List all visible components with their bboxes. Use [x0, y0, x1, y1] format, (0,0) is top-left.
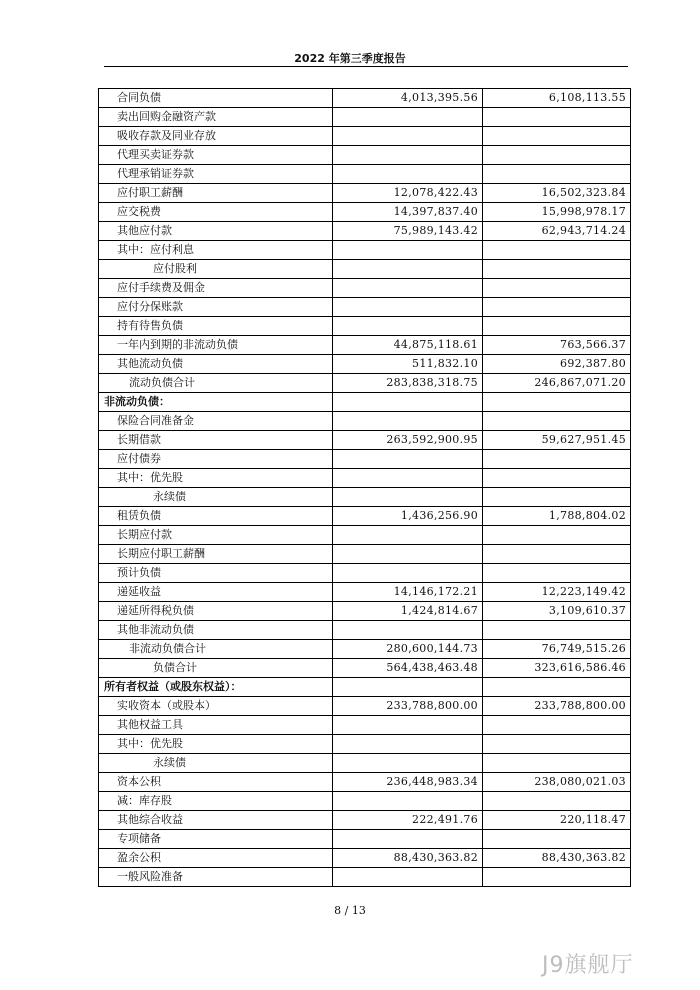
- current-period-value: [333, 165, 483, 184]
- item-label: 流动负债合计: [99, 374, 333, 393]
- prior-period-value: [483, 678, 631, 697]
- current-period-value: [333, 317, 483, 336]
- prior-period-value: 76,749,515.26: [483, 640, 631, 659]
- report-title: 2022 年第三季度报告: [294, 52, 406, 65]
- item-label: 应付职工薪酬: [99, 184, 333, 203]
- section-header-row: [99, 393, 631, 412]
- prior-period-value: 220,118.47: [483, 811, 631, 830]
- item-label: 持有待售负债: [99, 317, 333, 336]
- page-number: 8 / 13: [334, 904, 366, 917]
- prior-period-value: [483, 241, 631, 260]
- table-row: [99, 811, 631, 830]
- table-row: [99, 621, 631, 640]
- current-period-value: 511,832.10: [333, 355, 483, 374]
- table-row: [99, 545, 631, 564]
- table-row: [99, 773, 631, 792]
- prior-period-value: [483, 450, 631, 469]
- prior-period-value: [483, 868, 631, 887]
- item-label: 其中：优先股: [99, 469, 333, 488]
- current-period-value: [333, 412, 483, 431]
- table-row: [99, 165, 631, 184]
- prior-period-value: 88,430,363.82: [483, 849, 631, 868]
- table-row: [99, 735, 631, 754]
- item-label: 代理买卖证券款: [99, 146, 333, 165]
- table-row: [99, 792, 631, 811]
- prior-period-value: [483, 792, 631, 811]
- prior-period-value: [483, 108, 631, 127]
- table-row: [99, 89, 631, 108]
- item-label: 租赁负债: [99, 507, 333, 526]
- prior-period-value: [483, 564, 631, 583]
- table-row: [99, 374, 631, 393]
- current-period-value: 263,592,900.95: [333, 431, 483, 450]
- current-period-value: 88,430,363.82: [333, 849, 483, 868]
- table-row: [99, 184, 631, 203]
- current-period-value: 233,788,800.00: [333, 697, 483, 716]
- balance-sheet-table: [98, 88, 631, 887]
- prior-period-value: 59,627,951.45: [483, 431, 631, 450]
- item-label: 应付债券: [99, 450, 333, 469]
- prior-period-value: [483, 317, 631, 336]
- table-row: [99, 564, 631, 583]
- table-row: [99, 697, 631, 716]
- item-label: 非流动负债合计: [99, 640, 333, 659]
- prior-period-value: 246,867,071.20: [483, 374, 631, 393]
- table-row: [99, 146, 631, 165]
- table-row: [99, 108, 631, 127]
- current-period-value: [333, 792, 483, 811]
- current-period-value: [333, 298, 483, 317]
- table-row: [99, 469, 631, 488]
- watermark-logo: J9旗舰厅: [542, 953, 634, 978]
- prior-period-value: [483, 298, 631, 317]
- item-label: 盈余公积: [99, 849, 333, 868]
- item-label: 实收资本（或股本）: [99, 697, 333, 716]
- current-period-value: 12,078,422.43: [333, 184, 483, 203]
- current-period-value: [333, 393, 483, 412]
- current-period-value: 236,448,983.34: [333, 773, 483, 792]
- prior-period-value: [483, 621, 631, 640]
- table-row: [99, 241, 631, 260]
- prior-period-value: [483, 735, 631, 754]
- item-label: 所有者权益（或股东权益）：: [99, 678, 333, 697]
- current-period-value: 1,436,256.90: [333, 507, 483, 526]
- prior-period-value: 692,387.80: [483, 355, 631, 374]
- current-period-value: [333, 260, 483, 279]
- current-period-value: [333, 830, 483, 849]
- table-row: [99, 450, 631, 469]
- table-row: [99, 849, 631, 868]
- table-row: [99, 279, 631, 298]
- header-divider: [104, 66, 628, 67]
- current-period-value: 1,424,814.67: [333, 602, 483, 621]
- prior-period-value: 15,998,978.17: [483, 203, 631, 222]
- prior-period-value: [483, 279, 631, 298]
- prior-period-value: 233,788,800.00: [483, 697, 631, 716]
- item-label: 长期应付职工薪酬: [99, 545, 333, 564]
- table-row: [99, 754, 631, 773]
- current-period-value: 75,989,143.42: [333, 222, 483, 241]
- item-label: 吸收存款及同业存放: [99, 127, 333, 146]
- section-header-row: [99, 678, 631, 697]
- item-label: 其他权益工具: [99, 716, 333, 735]
- item-label: 一般风险准备: [99, 868, 333, 887]
- balance-sheet-body: [99, 89, 631, 887]
- prior-period-value: [483, 469, 631, 488]
- item-label: 一年内到期的非流动负债: [99, 336, 333, 355]
- table-row: [99, 222, 631, 241]
- current-period-value: [333, 146, 483, 165]
- item-label: 应付手续费及佣金: [99, 279, 333, 298]
- prior-period-value: 16,502,323.84: [483, 184, 631, 203]
- item-label: 应交税费: [99, 203, 333, 222]
- item-label: 递延所得税负债: [99, 602, 333, 621]
- current-period-value: [333, 754, 483, 773]
- item-label: 长期应付款: [99, 526, 333, 545]
- current-period-value: 222,491.76: [333, 811, 483, 830]
- current-period-value: 280,600,144.73: [333, 640, 483, 659]
- prior-period-value: 323,616,586.46: [483, 659, 631, 678]
- current-period-value: [333, 450, 483, 469]
- current-period-value: [333, 716, 483, 735]
- table-row: [99, 260, 631, 279]
- prior-period-value: [483, 754, 631, 773]
- current-period-value: [333, 526, 483, 545]
- table-row: [99, 298, 631, 317]
- prior-period-value: 62,943,714.24: [483, 222, 631, 241]
- table-row: [99, 659, 631, 678]
- table-row: [99, 640, 631, 659]
- item-label: 资本公积: [99, 773, 333, 792]
- item-label: 其中：优先股: [99, 735, 333, 754]
- prior-period-value: 1,788,804.02: [483, 507, 631, 526]
- item-label: 代理承销证券款: [99, 165, 333, 184]
- current-period-value: [333, 108, 483, 127]
- prior-period-value: 3,109,610.37: [483, 602, 631, 621]
- current-period-value: [333, 469, 483, 488]
- current-period-value: [333, 678, 483, 697]
- current-period-value: [333, 241, 483, 260]
- prior-period-value: 12,223,149.42: [483, 583, 631, 602]
- table-row: [99, 317, 631, 336]
- table-row: [99, 127, 631, 146]
- item-label: 永续债: [99, 488, 333, 507]
- current-period-value: [333, 127, 483, 146]
- table-row: [99, 602, 631, 621]
- item-label: 负债合计: [99, 659, 333, 678]
- table-row: [99, 488, 631, 507]
- item-label: 长期借款: [99, 431, 333, 450]
- table-row: [99, 716, 631, 735]
- prior-period-value: [483, 412, 631, 431]
- current-period-value: [333, 279, 483, 298]
- item-label: 减：库存股: [99, 792, 333, 811]
- table-row: [99, 203, 631, 222]
- table-row: [99, 412, 631, 431]
- current-period-value: [333, 564, 483, 583]
- item-label: 专项储备: [99, 830, 333, 849]
- table-row: [99, 336, 631, 355]
- table-row: [99, 583, 631, 602]
- current-period-value: 564,438,463.48: [333, 659, 483, 678]
- table-row: [99, 355, 631, 374]
- item-label: 合同负债: [99, 89, 333, 108]
- current-period-value: 44,875,118.61: [333, 336, 483, 355]
- current-period-value: 4,013,395.56: [333, 89, 483, 108]
- table-row: [99, 431, 631, 450]
- item-label: 卖出回购金融资产款: [99, 108, 333, 127]
- prior-period-value: [483, 526, 631, 545]
- current-period-value: [333, 621, 483, 640]
- prior-period-value: [483, 488, 631, 507]
- current-period-value: [333, 545, 483, 564]
- current-period-value: 283,838,318.75: [333, 374, 483, 393]
- item-label: 递延收益: [99, 583, 333, 602]
- table-row: [99, 526, 631, 545]
- prior-period-value: [483, 545, 631, 564]
- prior-period-value: 6,108,113.55: [483, 89, 631, 108]
- item-label: 其他流动负债: [99, 355, 333, 374]
- item-label: 永续债: [99, 754, 333, 773]
- item-label: 预计负债: [99, 564, 333, 583]
- current-period-value: 14,146,172.21: [333, 583, 483, 602]
- prior-period-value: [483, 146, 631, 165]
- item-label: 应付股利: [99, 260, 333, 279]
- item-label: 其他非流动负债: [99, 621, 333, 640]
- table-row: [99, 507, 631, 526]
- prior-period-value: [483, 393, 631, 412]
- prior-period-value: [483, 716, 631, 735]
- item-label: 其中：应付利息: [99, 241, 333, 260]
- prior-period-value: [483, 830, 631, 849]
- prior-period-value: 238,080,021.03: [483, 773, 631, 792]
- current-period-value: [333, 868, 483, 887]
- current-period-value: [333, 488, 483, 507]
- current-period-value: 14,397,837.40: [333, 203, 483, 222]
- table-row: [99, 830, 631, 849]
- prior-period-value: [483, 260, 631, 279]
- item-label: 其他应付款: [99, 222, 333, 241]
- item-label: 保险合同准备金: [99, 412, 333, 431]
- prior-period-value: [483, 127, 631, 146]
- prior-period-value: 763,566.37: [483, 336, 631, 355]
- current-period-value: [333, 735, 483, 754]
- item-label: 应付分保账款: [99, 298, 333, 317]
- item-label: 其他综合收益: [99, 811, 333, 830]
- table-row: [99, 868, 631, 887]
- item-label: 非流动负债：: [99, 393, 333, 412]
- prior-period-value: [483, 165, 631, 184]
